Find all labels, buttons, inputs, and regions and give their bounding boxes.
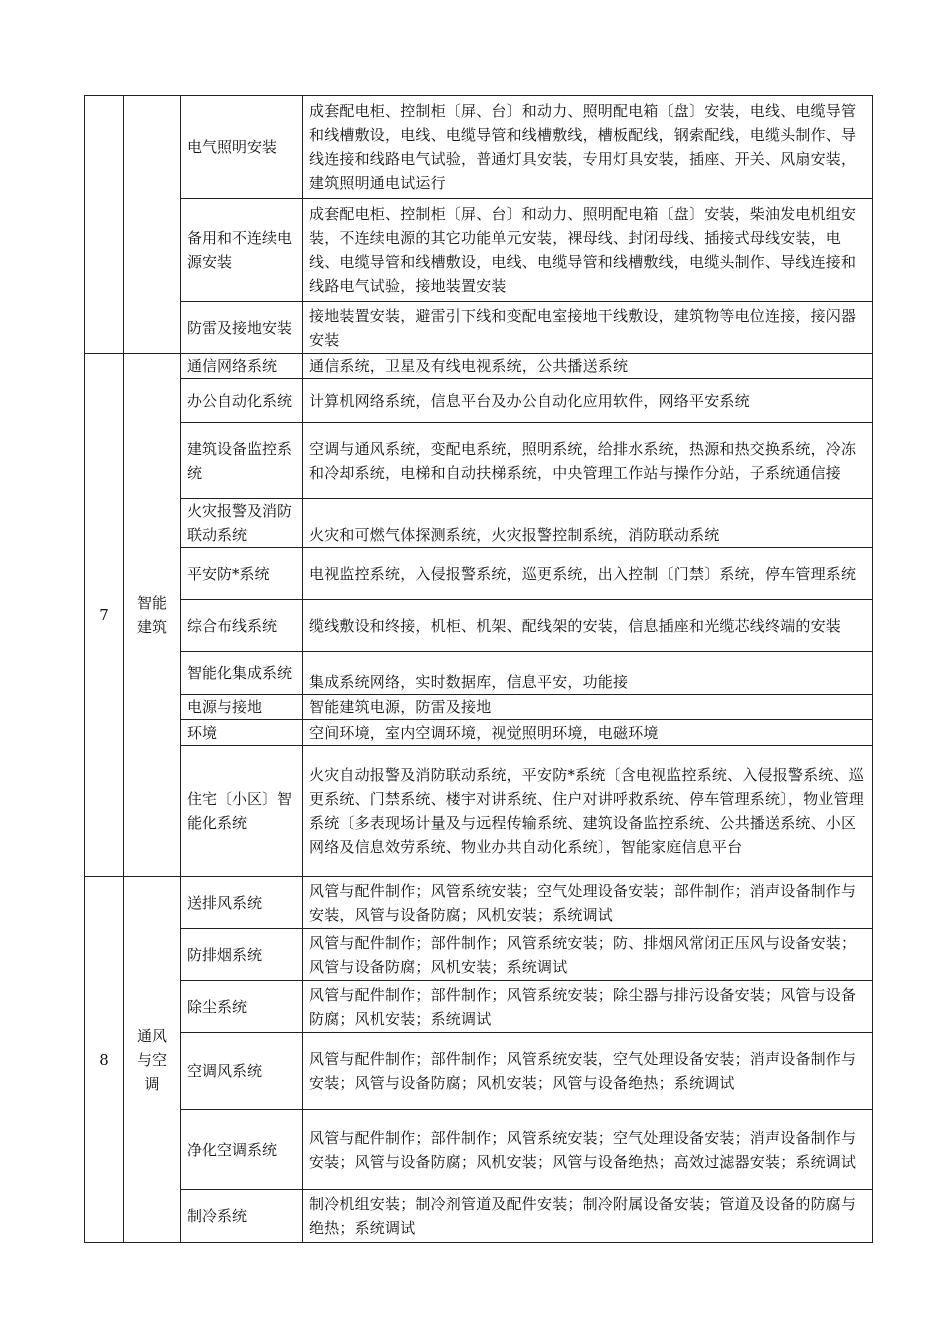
table-row — [85, 929, 873, 981]
subsection-content: 火灾和可燃气体探测系统，火灾报警控制系统，消防联动系统 — [303, 499, 873, 548]
table-row — [85, 302, 873, 354]
table-row — [85, 199, 873, 302]
subsection-name: 综合布线系统 — [181, 600, 303, 652]
subsection-content: 风管与配件制作；部件制作；风管系统安装；防、排烟风常闭正压风与设备安装；风管与设备防腐；风机安装；系统调试 — [303, 929, 873, 981]
subsection-name: 电气照明安装 — [181, 96, 303, 199]
subsection-content: 集成系统网络，实时数据库，信息平安，功能接 — [303, 652, 873, 695]
table-row — [85, 379, 873, 423]
subsection-name: 平安防*系统 — [181, 548, 303, 600]
subsection-name: 住宅〔小区〕智能化系统 — [181, 746, 303, 877]
subsection-content: 空调与通风系统，变配电系统，照明系统，给排水系统，热源和热交换系统，冷冻和冷却系统，电梯和自动扶梯系统，中央管理工作站与操作分站，子系统通信接 — [303, 423, 873, 499]
subsection-content: 计算机网络系统，信息平台及办公自动化应用软件，网络平安系统 — [303, 379, 873, 423]
subsection-content: 风管与配件制作；风管系统安装；空气处理设备安装；部件制作；消声设备制作与安装，风管与设备防腐；风机安装；系统调试 — [303, 877, 873, 929]
subsection-name: 备用和不连续电源安装 — [181, 199, 303, 302]
subsection-content: 智能建筑电源，防雷及接地 — [303, 695, 873, 720]
table-row — [85, 981, 873, 1033]
subsection-content: 风管与配件制作；部件制作；风管系统安装；除尘器与排污设备安装；风管与设备防腐；风机安装；系统调试 — [303, 981, 873, 1033]
subsection-name: 电源与接地 — [181, 695, 303, 720]
subsection-content: 空间环境，室内空调环境，视觉照明环境，电磁环境 — [303, 720, 873, 746]
table-row — [85, 1033, 873, 1110]
table-row — [85, 720, 873, 746]
group-number: 8 — [85, 877, 124, 1243]
subsection-name: 空调风系统 — [181, 1033, 303, 1110]
subsection-content: 缆线敷设和终接，机柜、机架、配线架的安装，信息插座和光缆芯线终端的安装 — [303, 600, 873, 652]
group-number: 7 — [85, 354, 124, 877]
subsection-name: 火灾报警及消防联动系统 — [181, 499, 303, 548]
table-row — [85, 354, 873, 379]
subsection-content: 电视监控系统，入侵报警系统，巡更系统，出入控制〔门禁〕系统，停车管理系统 — [303, 548, 873, 600]
table-row — [85, 877, 873, 929]
subsection-name: 制冷系统 — [181, 1190, 303, 1243]
table-row — [85, 548, 873, 600]
subsection-content: 制冷机组安装；制冷剂管道及配件安装；制冷附属设备安装；管道及设备的防腐与绝热；系统调试 — [303, 1190, 873, 1243]
subsection-name: 防排烟系统 — [181, 929, 303, 981]
group-name: 通风与空调 — [124, 877, 181, 1243]
subsection-name: 防雷及接地安装 — [181, 302, 303, 354]
subsection-name: 环境 — [181, 720, 303, 746]
subsection-name: 送排风系统 — [181, 877, 303, 929]
group-name: 智能建筑 — [124, 354, 181, 877]
subsection-content: 火灾自动报警及消防联动系统，平安防*系统〔含电视监控系统、入侵报警系统、巡更系统、门禁系统、楼宇对讲系统、住户对讲呼救系统、停车管理系统〕，物业管理系统〔多表现场计量及与远程传输系统、建筑设备监控系统、公共播送系统、小区网络及信息效劳系统、物业办共自动化系统〕，智能家庭信息平台 — [303, 746, 873, 877]
subsection-content: 风管与配件制作；部件制作；风管系统安装；空气处理设备安装；消声设备制作与安装；风管与设备防腐；风机安装；风管与设备绝热；高效过滤器安装；系统调试 — [303, 1110, 873, 1190]
table-row — [85, 96, 873, 199]
table-row — [85, 1110, 873, 1190]
subsection-content: 接地装置安装，避雷引下线和变配电室接地干线敷设，建筑物等电位连接，接闪器安装 — [303, 302, 873, 354]
table-row — [85, 746, 873, 877]
table-row — [85, 600, 873, 652]
subsection-name: 除尘系统 — [181, 981, 303, 1033]
table-row — [85, 423, 873, 499]
group-number — [85, 96, 124, 354]
subsection-content: 成套配电柜、控制柜〔屏、台〕和动力、照明配电箱〔盘〕安装，柴油发电机组安装，不连续电源的其它功能单元安装，裸母线、封闭母线、插接式母线安装，电线、电缆导管和线槽敷设，电线、电缆导管和线槽敷线，电缆头制作、导线连接和线路电气试验，接地装置安装 — [303, 199, 873, 302]
subsection-name: 办公自动化系统 — [181, 379, 303, 423]
subsection-content: 风管与配件制作；部件制作；风管系统安装，空气处理设备安装；消声设备制作与安装；风管与设备防腐；风机安装；风管与设备绝热；系统调试 — [303, 1033, 873, 1110]
subsection-name: 智能化集成系统 — [181, 652, 303, 695]
subsection-name: 通信网络系统 — [181, 354, 303, 379]
specification-table — [84, 95, 873, 1243]
subsection-content: 成套配电柜、控制柜〔屏、台〕和动力、照明配电箱〔盘〕安装，电线、电缆导管和线槽敷设，电线、电缆导管和线槽敷线，槽板配线，钢索配线，电缆头制作、导线连接和线路电气试验，普通灯具安装，专用灯具安装，插座、开关、风扇安装，建筑照明通电试运行 — [303, 96, 873, 199]
table-row — [85, 695, 873, 720]
table-row — [85, 499, 873, 548]
subsection-content: 通信系统，卫星及有线电视系统，公共播送系统 — [303, 354, 873, 379]
group-name — [124, 96, 181, 354]
subsection-name: 净化空调系统 — [181, 1110, 303, 1190]
table-row — [85, 652, 873, 695]
subsection-name: 建筑设备监控系统 — [181, 423, 303, 499]
table-row — [85, 1190, 873, 1243]
